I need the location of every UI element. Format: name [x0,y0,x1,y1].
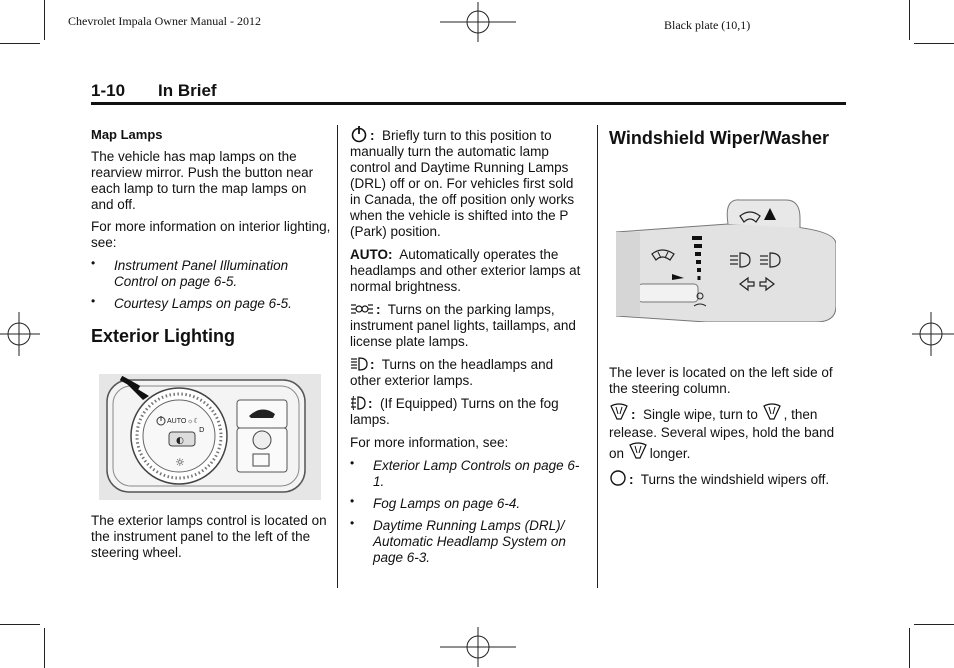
windshield-wiper-heading: Windshield Wiper/Washer [609,128,830,148]
svg-text:D: D [199,426,205,434]
crop-mark [0,624,40,625]
bullet-link[interactable]: • Fog Lamps on page 6-4. [350,496,586,512]
bullet-link[interactable]: • Exterior Lamp Controls on page 6-1. [350,458,586,490]
bullet-link[interactable]: • Courtesy Lamps on page 6-5. [91,296,331,312]
single-wipe-text: : Single wipe, turn to , then release. Several wipes, hold the band on longer. [609,403,849,463]
column-divider [597,125,598,588]
column-1-lower [91,513,331,567]
plate-label: Black plate (10,1) [664,18,751,32]
exterior-control-location-text: The exterior lamps control is located on the instrument panel to the left of the steering wheel. [91,513,327,560]
parking-lamps-text: : Turns on the parking lamps, instrument panel lights, taillamps, and license plate lamps. [350,302,576,349]
crop-mark [914,624,954,625]
registration-mark-top [440,2,516,42]
registration-mark-bottom [440,627,516,667]
manual-title: Chevrolet Impala Owner Manual - 2012 [68,14,261,28]
section-number: 1-10 [91,81,126,100]
crop-mark [0,43,40,44]
column-3 [609,127,849,149]
bullet-link[interactable]: • Instrument Panel Illumination Control on page 6-5. [91,258,331,290]
registration-mark-right [912,312,954,356]
column-divider [337,125,338,588]
lever-location-text: The lever is located on the left side of the steering column. [609,365,833,396]
column-2 [350,125,586,572]
power-icon [350,125,368,143]
registration-mark-left [0,312,40,356]
section-title: In Brief [158,81,217,100]
svg-text:☼☾: ☼☾ [187,418,200,425]
crop-mark [914,43,954,44]
fog-lamp-icon [350,396,366,410]
svg-text:◐: ◐ [176,436,184,446]
crop-mark [909,628,910,668]
off-circle-icon [609,469,627,487]
mist-wipe-icon [762,403,782,421]
auto-position-text: AUTO: Automatically operates the headlamps and other exterior lamps at normal brightness. [350,247,581,294]
exterior-lighting-heading: Exterior Lighting [91,326,235,346]
more-info-text: For more information, see: [350,435,509,450]
svg-text:☼: ☼ [175,456,185,469]
crop-mark [44,0,45,40]
headlamp-icon [350,357,368,371]
crop-mark [909,0,910,40]
wiper-off-text: : Turns the windshield wipers off. [609,469,849,488]
power-position-text: : Briefly turn to this position to manually turn the automatic lamp control and Daytime Running Lamps (DRL) off or on. For vehicles first sold in Canada, the off position only works when the vehicle is shifted into the P (Park) position. [350,125,586,240]
map-lamps-heading: Map Lamps [91,127,163,142]
crop-mark [44,628,45,668]
mist-wipe-icon [609,403,629,421]
parking-lamps-icon [350,302,374,316]
wiper-lever-illustration [616,198,836,322]
interior-info-text: For more information on interior lighting, see: [91,219,331,250]
map-lamps-text: The vehicle has map lamps on the rearview mirror. Push the button near each lamp to turn the map lamps on and off. [91,149,314,212]
column-1 [91,127,331,347]
header-rule [91,102,846,105]
fog-lamps-text: : (If Equipped) Turns on the fog lamps. [350,396,559,427]
bullet-link[interactable]: • Daytime Running Lamps (DRL)/ Automatic Headlamp System on page 6-3. [350,518,586,566]
headlamps-text: : Turns on the headlamps and other exterior lamps. [350,357,554,388]
column-3-lower [609,365,849,494]
exterior-lamp-control-illustration [99,374,321,500]
mist-wipe-icon [628,442,648,460]
auto-label: AUTO [167,418,187,425]
